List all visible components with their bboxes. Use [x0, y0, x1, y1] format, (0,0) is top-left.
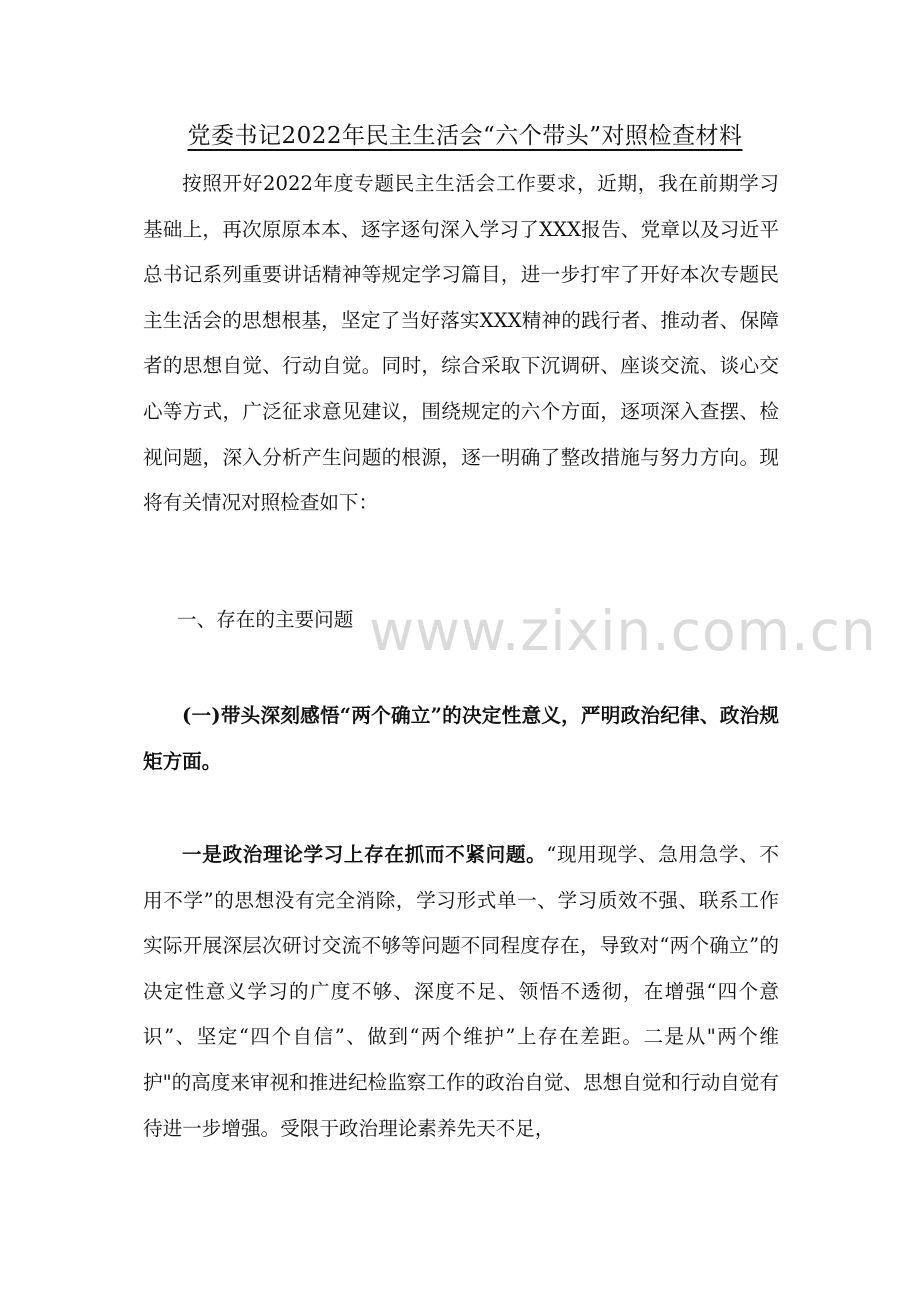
- point-body: “现用现学、急用急学、不用不学”的思想没有完全消除，学习形式单一、学习质效不强、联系工作实际开展深层次研讨交流不够等问题不同程度存在，导致对“两个确立”的决定性意义学习的广度不够、深度不足、领悟不透彻，在增强“四个意识”、坚定“四个自信”、做到“两个维护”上存在差距。二是从"两个维护"的高度来审视和推进纪检监察工作的政治自觉、思想自觉和行动自觉有待进一步增强。受限于政治理论素养先天不足，: [143, 843, 780, 1140]
- watermark: www.zixin.com.cn: [369, 599, 877, 663]
- section-heading: 一、存在的主要问题: [177, 608, 354, 631]
- intro-paragraph: 按照开好2022年度专题民主生活会工作要求，近期，我在前期学习基础上，再次原原本本、逐字逐句深入学习了XXX报告、党章以及习近平总书记系列重要讲话精神等规定学习篇目，进一步打牢了开好本次专题民主生活会的思想根基，坚定了当好落实XXX精神的践行者、推动者、保障者的思想自觉、行动自觉。同时，综合采取下沉调研、座谈交流、谈心交心等方式，广泛征求意见建议，围绕规定的六个方面，逐项深入查摆、检视问题，深入分析产生问题的根源，逐一明确了整改措施与努力方向。现将有关情况对照检查如下：: [143, 172, 779, 515]
- document-title: 党委书记2022年民主生活会“六个带头”对照检查材料: [187, 123, 743, 149]
- subsection-heading: (一)带头深刻感悟“两个确立”的决定性意义，严明政治纪律、政治规矩方面。: [143, 704, 779, 773]
- point-paragraph: [143, 832, 779, 1151]
- point-lead: 一是政治理论学习上存在抓而不紧问题。: [182, 843, 547, 866]
